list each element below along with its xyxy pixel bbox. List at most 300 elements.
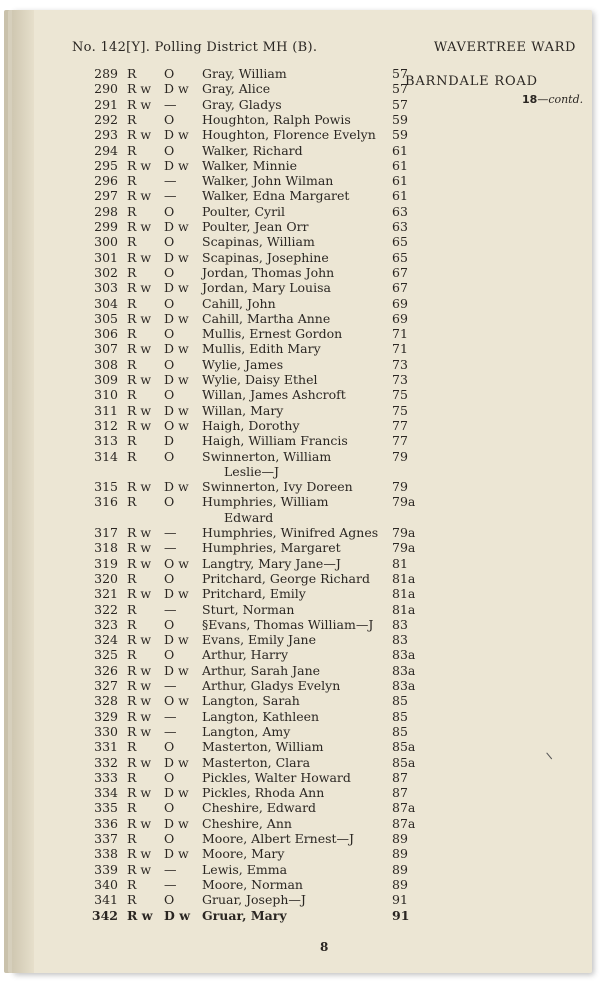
elector-name: §Evans, Thomas William—J (202, 616, 374, 632)
house-number: 67 (392, 280, 408, 296)
elector-row (12, 341, 592, 356)
occupation-flag: D w (164, 372, 189, 387)
elector-name: Gray, William (202, 66, 287, 81)
elector-row (12, 127, 592, 142)
elector-number: 304 (94, 295, 118, 311)
elector-row (12, 724, 592, 739)
qualification-code: R w (127, 586, 152, 602)
occupation-flag: — (164, 678, 177, 693)
elector-name: Willan, James Ashcroft (202, 387, 346, 403)
occupation-flag: O (164, 66, 175, 81)
elector-number: 339 (94, 861, 118, 877)
elector-name: Langton, Kathleen (202, 708, 320, 724)
elector-row (12, 647, 592, 662)
house-number: 65 (392, 234, 408, 250)
elector-number: 315 (94, 479, 118, 495)
elector-number: 294 (94, 142, 118, 158)
occupation-flag: D w (164, 815, 189, 831)
elector-name: Wylie, James (202, 356, 284, 372)
elector-number: 305 (94, 310, 118, 326)
elector-row (12, 540, 592, 555)
elector-number: 289 (94, 66, 118, 81)
elector-name: Haigh, Dorothy (202, 417, 300, 433)
house-number: 57 (392, 81, 408, 97)
house-number: 83 (392, 632, 408, 648)
occupation-flag: O w (164, 555, 189, 571)
qualification-code: R w (127, 662, 152, 678)
elector-row (12, 372, 592, 387)
occupation-flag: D w (164, 846, 189, 862)
elector-row (12, 800, 592, 815)
elector-number: 332 (94, 754, 118, 770)
elector-number: 341 (94, 892, 118, 908)
elector-row (12, 831, 592, 846)
elector-name: Pritchard, George Richard (202, 570, 370, 586)
elector-number: 299 (94, 219, 118, 234)
occupation-flag: D w (164, 341, 189, 357)
house-number: 83 (392, 616, 408, 632)
occupation-flag: D w (164, 586, 189, 602)
elector-number: 328 (94, 693, 118, 709)
qualification-code: R (127, 570, 137, 586)
qualification-code: R w (127, 632, 152, 648)
elector-row (12, 862, 592, 877)
elector-row (12, 387, 592, 402)
elector-row (12, 188, 592, 203)
elector-name: Humphries, William (202, 494, 329, 510)
elector-number: 311 (94, 402, 118, 418)
elector-name: Gray, Gladys (202, 96, 282, 112)
elector-number: 312 (94, 417, 118, 433)
qualification-code: R w (127, 861, 152, 877)
house-number: 89 (392, 876, 408, 892)
occupation-flag: — (164, 601, 177, 617)
elector-number: 309 (94, 372, 118, 387)
house-number: 85 (392, 708, 408, 724)
occupation-flag: — (164, 876, 177, 892)
elector-number: 330 (94, 723, 118, 739)
elector-name: Walker, John Wilman (202, 173, 334, 189)
qualification-code: R w (127, 785, 152, 801)
elector-number: 293 (94, 127, 118, 143)
elector-name: Masterton, William (202, 739, 324, 755)
continued-text: —contd. (537, 93, 584, 106)
occupation-flag: D w (164, 310, 189, 326)
elector-number: 296 (94, 173, 118, 189)
elector-number: 324 (94, 632, 118, 648)
occupation-flag: D w (164, 479, 189, 495)
elector-number: 298 (94, 203, 118, 219)
elector-number: 301 (94, 249, 118, 265)
elector-row (12, 234, 592, 249)
elector-row (12, 479, 592, 494)
qualification-code: R w (127, 525, 152, 540)
house-number: 79a (392, 494, 416, 510)
house-number: 79 (392, 448, 408, 464)
elector-name: Masterton, Clara (202, 754, 311, 770)
elector-name: Houghton, Florence Evelyn (202, 127, 376, 143)
elector-number: 291 (94, 96, 118, 112)
elector-row (12, 816, 592, 831)
qualification-code: R (127, 448, 137, 464)
occupation-flag: O (164, 448, 175, 464)
qualification-code: R w (127, 815, 152, 831)
house-number: 63 (392, 203, 408, 219)
occupation-flag: O (164, 234, 175, 250)
occupation-flag: — (164, 173, 177, 189)
occupation-flag: D w (164, 280, 189, 296)
qualification-code: R (127, 647, 137, 663)
qualification-code: R (127, 295, 137, 311)
elector-number: 306 (94, 326, 118, 342)
elector-name: Arthur, Harry (202, 647, 289, 663)
elector-name: Mullis, Edith Mary (202, 341, 321, 357)
elector-name: Pritchard, Emily (202, 586, 306, 602)
elector-number: 327 (94, 678, 118, 693)
qualification-code: R (127, 433, 137, 449)
elector-row (12, 602, 592, 617)
elector-name: Humphries, Margaret (202, 540, 341, 556)
elector-number: 321 (94, 586, 118, 602)
elector-name: Moore, Mary (202, 846, 285, 862)
elector-row (12, 357, 592, 372)
elector-name: Poulter, Cyril (202, 203, 286, 219)
elector-row (12, 846, 592, 861)
house-number: 83a (392, 678, 416, 693)
polling-district-heading: No. 142[Y]. Polling District MH (B). (72, 40, 318, 55)
house-number: 85a (392, 739, 416, 755)
elector-number: 316 (94, 494, 118, 510)
elector-name: Pickles, Rhoda Ann (202, 785, 325, 801)
qualification-code: R (127, 203, 137, 219)
elector-row (12, 97, 592, 112)
occupation-flag: O w (164, 693, 189, 709)
house-number: 61 (392, 188, 408, 204)
elector-number: 334 (94, 785, 118, 801)
occupation-flag: O (164, 800, 175, 816)
occupation-flag: O (164, 616, 175, 632)
qualification-code: R w (127, 846, 152, 862)
qualification-code: R w (127, 249, 152, 265)
qualification-code: R w (127, 310, 152, 326)
register-page (12, 10, 592, 973)
elector-name: Langton, Sarah (202, 693, 300, 709)
occupation-flag: D w (164, 81, 189, 97)
elector-name: Pickles, Walter Howard (202, 769, 351, 785)
qualification-code: R w (127, 341, 152, 357)
elector-row (12, 204, 592, 219)
house-number: 89 (392, 861, 408, 877)
qualification-code: R (127, 616, 137, 632)
elector-number: 325 (94, 647, 118, 663)
elector-row (12, 586, 592, 601)
occupation-flag: — (164, 861, 177, 877)
elector-row (12, 66, 592, 81)
qualification-code: R w (127, 96, 152, 112)
elector-name: Swinnerton, Ivy Doreen (202, 479, 353, 495)
elector-number: 313 (94, 433, 118, 449)
elector-number: 302 (94, 264, 118, 280)
elector-name: Lewis, Emma (202, 861, 288, 877)
house-number: 83a (392, 647, 416, 663)
house-number: 85 (392, 693, 408, 709)
occupation-flag: D w (164, 785, 189, 801)
occupation-flag: O (164, 142, 175, 158)
occupation-flag: O (164, 264, 175, 280)
elector-name: Cheshire, Edward (202, 800, 317, 816)
house-number: 75 (392, 387, 408, 403)
elector-row (12, 770, 592, 785)
elector-name: Walker, Minnie (202, 157, 298, 173)
elector-row (12, 418, 592, 433)
elector-row (12, 739, 592, 754)
qualification-code: R w (127, 127, 152, 143)
house-number: 57 (392, 66, 408, 81)
elector-name: Walker, Richard (202, 142, 303, 158)
elector-row (12, 143, 592, 158)
house-number: 61 (392, 173, 408, 189)
house-number: 77 (392, 433, 408, 449)
house-number: 81 (392, 555, 408, 571)
occupation-flag: O (164, 387, 175, 403)
house-number: 73 (392, 372, 408, 387)
qualification-code: R w (127, 555, 152, 571)
qualification-code: R (127, 494, 137, 510)
occupation-flag: — (164, 96, 177, 112)
elector-row (12, 617, 592, 632)
house-number: 67 (392, 264, 408, 280)
house-number: 71 (392, 341, 408, 357)
elector-number: 320 (94, 570, 118, 586)
elector-row (12, 678, 592, 693)
elector-number: 340 (94, 876, 118, 892)
elector-name: Arthur, Gladys Evelyn (202, 678, 341, 693)
occupation-flag: O (164, 647, 175, 663)
house-number: 59 (392, 127, 408, 143)
elector-number: 338 (94, 846, 118, 862)
house-number: 87 (392, 785, 408, 801)
elector-row (12, 158, 592, 173)
elector-number: 329 (94, 708, 118, 724)
elector-number: 314 (94, 448, 118, 464)
elector-name: Moore, Albert Ernest—J (202, 831, 355, 846)
occupation-flag: D w (164, 127, 189, 143)
elector-number: 297 (94, 188, 118, 204)
occupation-flag: O (164, 295, 175, 311)
qualification-code: R (127, 739, 137, 755)
house-number: 81a (392, 570, 416, 586)
qualification-code: R w (127, 693, 152, 709)
elector-name: Langton, Amy (202, 723, 291, 739)
ward-heading: WAVERTREE WARD (433, 40, 576, 55)
house-number: 85a (392, 754, 416, 770)
elector-row (12, 433, 592, 448)
occupation-flag: O (164, 831, 175, 846)
house-number: 73 (392, 356, 408, 372)
occupation-flag: O (164, 892, 175, 908)
occupation-flag: O w (164, 417, 189, 433)
elector-number: 322 (94, 601, 118, 617)
elector-name: Moore, Norman (202, 876, 303, 892)
elector-number: 292 (94, 111, 118, 127)
elector-row (12, 265, 592, 280)
elector-number: 335 (94, 800, 118, 816)
elector-row (12, 280, 592, 295)
qualification-code: R (127, 142, 137, 158)
elector-number: 290 (94, 81, 118, 97)
qualification-code: R (127, 800, 137, 816)
house-number: 79a (392, 540, 416, 556)
elector-row (12, 403, 592, 418)
elector-row (12, 571, 592, 586)
house-number: 79 (392, 479, 408, 495)
house-number: 63 (392, 219, 408, 234)
elector-name: Langtry, Mary Jane—J (202, 555, 341, 571)
elector-number: 300 (94, 234, 118, 250)
elector-name-rest: Edward (224, 509, 274, 525)
page-header (72, 40, 582, 64)
qualification-code: R w (127, 479, 152, 495)
occupation-flag: O (164, 111, 175, 127)
elector-name: Willan, Mary (202, 402, 284, 418)
qualification-code: R (127, 831, 137, 846)
occupation-flag: — (164, 723, 177, 739)
qualification-code: R (127, 234, 137, 250)
qualification-code: R w (127, 81, 152, 97)
house-number: 69 (392, 310, 408, 326)
elector-number: 342 (91, 907, 118, 923)
elector-name: Arthur, Sarah Jane (202, 662, 321, 678)
elector-name: Gruar, Joseph—J (202, 892, 306, 908)
house-number: 91 (392, 907, 410, 923)
occupation-flag: D w (164, 662, 189, 678)
elector-name: Mullis, Ernest Gordon (202, 326, 343, 342)
elector-name-continuation (12, 510, 592, 525)
occupation-flag: O (164, 739, 175, 755)
elector-row (12, 81, 592, 96)
house-number: 85 (392, 723, 408, 739)
elector-name: Swinnerton, William (202, 448, 332, 464)
elector-name: Scapinas, Josephine (202, 249, 329, 265)
elector-name: Evans, Emily Jane (202, 632, 316, 648)
elector-number: 317 (94, 525, 118, 540)
house-number: 81a (392, 601, 416, 617)
elector-name: Cahill, John (202, 295, 276, 311)
elector-number: 337 (94, 831, 118, 846)
elector-row (12, 296, 592, 311)
qualification-code: R w (127, 188, 152, 204)
qualification-code: R w (127, 907, 153, 923)
house-number: 87a (392, 800, 416, 816)
house-number: 89 (392, 831, 408, 846)
elector-row (12, 755, 592, 770)
elector-name: Cahill, Martha Anne (202, 310, 331, 326)
occupation-flag: O (164, 203, 175, 219)
elector-name-rest: Leslie—J (224, 463, 280, 479)
elector-name: Wylie, Daisy Ethel (202, 372, 318, 387)
occupation-flag: D w (164, 632, 189, 648)
elector-row (12, 112, 592, 127)
qualification-code: R (127, 66, 137, 81)
elector-name: Sturt, Norman (202, 601, 295, 617)
qualification-code: R (127, 892, 137, 908)
occupation-flag: D w (164, 754, 189, 770)
qualification-code: R w (127, 723, 152, 739)
elector-row (12, 311, 592, 326)
elector-row (12, 525, 592, 540)
elector-name: Scapinas, William (202, 234, 315, 250)
house-number: 91 (392, 892, 408, 908)
elector-number: 336 (94, 815, 118, 831)
qualification-code: R w (127, 540, 152, 556)
elector-name: Cheshire, Ann (202, 815, 292, 831)
house-number: 61 (392, 142, 408, 158)
elector-number: 310 (94, 387, 118, 403)
qualification-code: R w (127, 417, 152, 433)
qualification-code: R (127, 111, 137, 127)
elector-number: 323 (94, 616, 118, 632)
elector-row (12, 250, 592, 265)
occupation-flag: — (164, 540, 177, 556)
house-number: 81a (392, 586, 416, 602)
house-number: 89 (392, 846, 408, 862)
qualification-code: R (127, 356, 137, 372)
elector-row (12, 709, 592, 724)
elector-row (12, 494, 592, 509)
elector-name: Haigh, William Francis (202, 433, 348, 449)
elector-number: 331 (94, 739, 118, 755)
qualification-code: R (127, 326, 137, 342)
elector-name: Poulter, Jean Orr (202, 219, 309, 234)
elector-row (12, 785, 592, 800)
elector-number: 308 (94, 356, 118, 372)
elector-name: Houghton, Ralph Powis (202, 111, 351, 127)
elector-row (12, 449, 592, 464)
occupation-flag: — (164, 188, 177, 204)
elector-row (12, 663, 592, 678)
house-number: 57 (392, 96, 408, 112)
page-number: 8 (320, 940, 329, 954)
occupation-flag: — (164, 708, 177, 724)
elector-name: Gruar, Mary (202, 907, 287, 923)
house-number: 87a (392, 815, 416, 831)
house-number: 71 (392, 326, 408, 342)
elector-number: 307 (94, 341, 118, 357)
house-number: 59 (392, 111, 408, 127)
elector-number: 303 (94, 280, 118, 296)
elector-row (12, 693, 592, 708)
elector-number: 318 (94, 540, 118, 556)
occupation-flag: D w (164, 219, 189, 234)
house-number: 79a (392, 525, 416, 540)
house-number: 61 (392, 157, 408, 173)
house-number: 83a (392, 662, 416, 678)
qualification-code: R w (127, 402, 152, 418)
elector-number: 326 (94, 662, 118, 678)
house-number: 75 (392, 402, 408, 418)
elector-row (12, 556, 592, 571)
qualification-code: R (127, 769, 137, 785)
elector-number: 333 (94, 769, 118, 785)
qualification-code: R (127, 264, 137, 280)
occupation-flag: D w (164, 907, 190, 923)
elector-row (12, 632, 592, 647)
occupation-flag: D w (164, 402, 189, 418)
qualification-code: R (127, 876, 137, 892)
occupation-flag: O (164, 494, 175, 510)
elector-name: Walker, Edna Margaret (202, 188, 350, 204)
occupation-flag: — (164, 525, 177, 540)
